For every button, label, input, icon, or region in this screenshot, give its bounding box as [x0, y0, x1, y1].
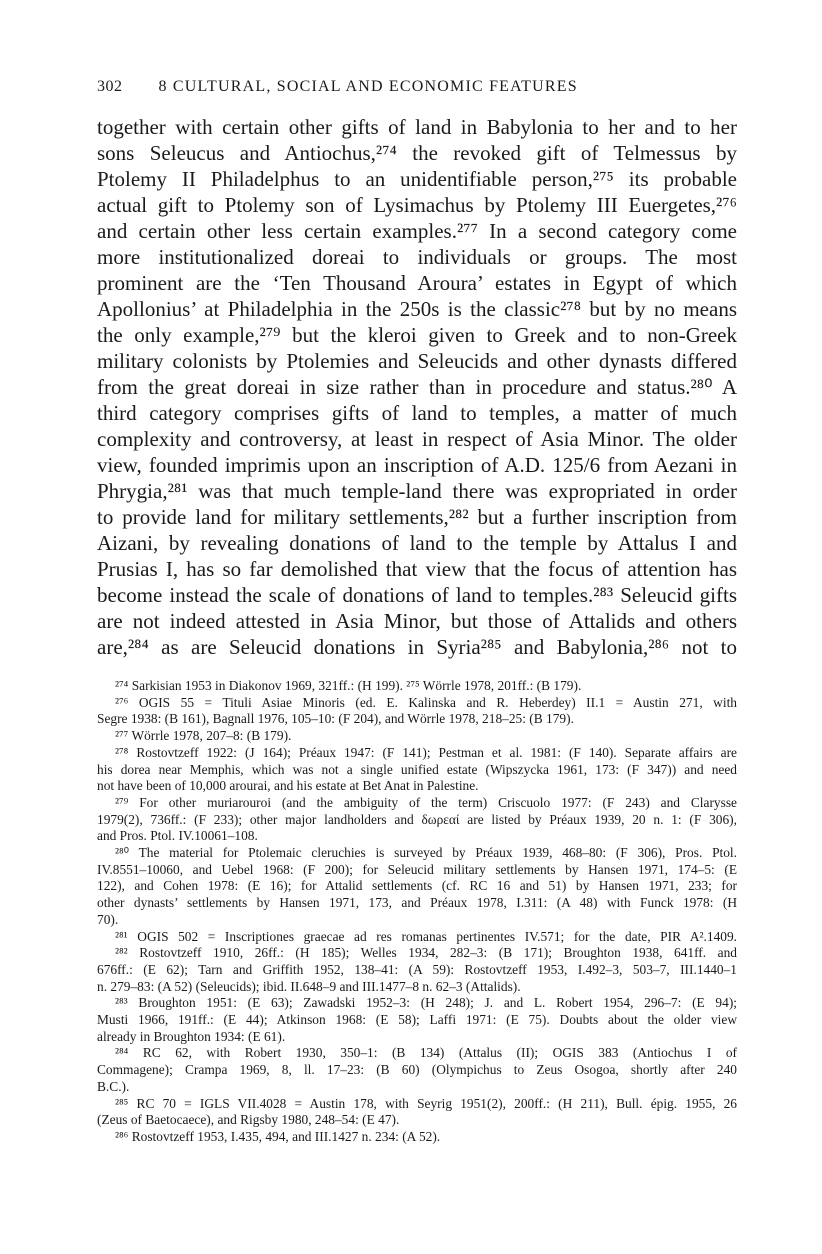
- footnote-line: B.C.).: [97, 1078, 130, 1094]
- footnote-line: 676ff.: (E 62); Tarn and Griffith 1952, 138–41: (A 59): Rostovtzeff 1953, I.492–3, 503–7, III.1440–1: [97, 961, 737, 977]
- footnote-line: ²⁸³ Broughton 1951: (E 63); Zawadski 1952–3: (H 248); J. and L. Robert 1954, 296–7: (E 94);: [115, 995, 737, 1011]
- body-line: prominent are the ‘Ten Thousand Aroura’ estates in Egypt of which: [97, 271, 737, 295]
- body-line: more institutionalized doreai to individuals or groups. The most: [97, 245, 737, 269]
- main-text: [97, 114, 737, 660]
- footnote-line: ²⁸⁰ The material for Ptolemaic cleruchies is surveyed by Préaux 1939, 468–80: (F 306), Pros. Ptol.: [115, 845, 737, 861]
- footnote-line: n. 279–83: (A 52) (Seleucids); ibid. II.648–9 and III.1477–8 n. 62–3 (Attalids).: [97, 978, 521, 994]
- footnote-line: ²⁸⁶ Rostovtzeff 1953, I.435, 494, and III.1427 n. 234: (A 52).: [115, 1128, 441, 1144]
- footnote-line: already in Broughton 1934: (E 61).: [97, 1028, 286, 1044]
- body-line: military colonists by Ptolemies and Seleucids and other dynasts differed: [97, 349, 737, 373]
- footnote-line: not have been of 10,000 arourai, and his estate at Bet Anat in Palestine.: [97, 778, 479, 794]
- footnote-line: ²⁷⁸ Rostovtzeff 1922: (J 164); Préaux 1947: (F 141); Pestman et al. 1981: (F 140). Separate affairs are: [115, 744, 737, 760]
- body-line: the only example,²⁷⁹ but the kleroi given to Greek and to non-Greek: [97, 323, 737, 347]
- body-line: Prusias I, has so far demolished that view that the focus of attention has: [97, 557, 737, 581]
- footnote-line: IV.8551–10060, and Uebel 1968: (F 200); for Seleucid military settlements by Hansen 1971, 174–5: (E: [97, 861, 737, 877]
- footnote-line: his dorea near Memphis, which was not a single unified estate (Wipszycka 1961, 173: (F 347)) and need: [97, 761, 737, 777]
- running-head: [97, 78, 737, 100]
- footnote-line: ²⁷⁴ Sarkisian 1953 in Diakonov 1969, 321ff.: (H 199). ²⁷⁵ Wörrle 1978, 201ff.: (B 179).: [115, 678, 582, 693]
- body-line: sons Seleucus and Antiochus,²⁷⁴ the revoked gift of Telmessus by: [97, 141, 737, 165]
- footnote-line: Commagene); Crampa 1969, 8, ll. 17–23: (B 60) (Olympichus to Zeus Osogoa, shortly after 240: [97, 1062, 737, 1078]
- footnote-line: and Pros. Ptol. IV.10061–108.: [97, 828, 258, 844]
- body-line: and certain other less certain examples.²⁷⁷ In a second category come: [97, 219, 737, 243]
- footnote-line: 70).: [97, 911, 119, 927]
- footnote-line: 1979(2), 736ff.: (F 233); other major landholders and δωρεαί are listed by Préaux 1939, 20 n. 1: (F 306),: [97, 811, 737, 827]
- page-number: 302: [97, 78, 123, 95]
- footnote-line: ²⁷⁹ For other muriarouroi (and the ambiguity of the term) Criscuolo 1977: (F 243) and Clarysse: [115, 794, 737, 810]
- footnote-line: ²⁸⁵ RC 70 = IGLS VII.4028 = Austin 178, with Seyrig 1951(2), 200ff.: (H 211), Bull. épig. 1955, 26: [115, 1095, 737, 1111]
- body-line: Ptolemy II Philadelphus to an unidentifiable person,²⁷⁵ its probable: [97, 167, 737, 191]
- footnote-line: other dynasts’ settlements by Hansen 1971, 173, and Préaux 1978, I.311: (A 48) with Funck 1978: (H: [97, 895, 737, 911]
- body-line: are,²⁸⁴ as are Seleucid donations in Syria²⁸⁵ and Babylonia,²⁸⁶ not to: [97, 635, 737, 659]
- body-line: together with certain other gifts of land in Babylonia to her and to her: [97, 115, 737, 139]
- footnote-line: ²⁸² Rostovtzeff 1910, 26ff.: (H 185); Welles 1934, 282–3: (B 171); Broughton 1938, 641ff. and: [115, 945, 737, 961]
- body-line: view, founded imprimis upon an inscription of A.D. 125/6 from Aezani in: [97, 453, 737, 477]
- body-line: third category comprises gifts of land to temples, a matter of much: [97, 401, 737, 425]
- body-line: are not indeed attested in Asia Minor, but those of Attalids and others: [97, 609, 737, 633]
- book-page: [97, 78, 737, 1146]
- footnote-line: ²⁸⁴ RC 62, with Robert 1930, 350–1: (B 134) (Attalus (II); OGIS 383 (Antiochus I of: [115, 1045, 737, 1061]
- footnote-line: 122), and Cohen 1978: (E 16); for Attalid settlements (cf. RC 16 and 51) by Hansen 1971, 233; for: [97, 878, 737, 894]
- body-line: Apollonius’ at Philadelphia in the 250s is the classic²⁷⁸ but by no means: [97, 297, 737, 321]
- footnotes: [97, 678, 737, 1146]
- footnote-line: (Zeus of Baetocaece), and Rigsby 1980, 248–54: (E 47).: [97, 1112, 400, 1128]
- footnote-line: ²⁸¹ OGIS 502 = Inscriptiones graecae ad res romanas pertinentes IV.571; for the date, PIR A².1409.: [115, 928, 737, 944]
- footnote-line: Musti 1966, 191ff.: (E 44); Atkinson 1968: (E 58); Laffi 1971: (E 75). Doubts about the older view: [97, 1012, 737, 1028]
- chapter-title: 8 CULTURAL, SOCIAL AND ECONOMIC FEATURES: [158, 78, 578, 95]
- body-line: Phrygia,²⁸¹ was that much temple-land there was expropriated in order: [97, 479, 737, 503]
- body-line: become instead the scale of donations of land to temples.²⁸³ Seleucid gifts: [97, 583, 737, 607]
- body-line: Aizani, by revealing donations of land to the temple by Attalus I and: [97, 531, 737, 555]
- footnote-line: Segre 1938: (B 161), Bagnall 1976, 105–10: (F 204), and Wörrle 1978, 218–25: (B 179).: [97, 711, 574, 727]
- body-line: actual gift to Ptolemy son of Lysimachus by Ptolemy III Euergetes,²⁷⁶: [97, 193, 737, 217]
- footnote-line: ²⁷⁷ Wörrle 1978, 207–8: (B 179).: [115, 728, 292, 744]
- body-line: to provide land for military settlements,²⁸² but a further inscription from: [97, 505, 737, 529]
- body-line: complexity and controversy, at least in respect of Asia Minor. The older: [97, 427, 737, 451]
- footnote-line: ²⁷⁶ OGIS 55 = Tituli Asiae Minoris (ed. E. Kalinska and R. Heberdey) II.1 = Austin 271, with: [115, 694, 737, 710]
- body-line: from the great doreai in size rather than in procedure and status.²⁸⁰ A: [97, 375, 737, 399]
